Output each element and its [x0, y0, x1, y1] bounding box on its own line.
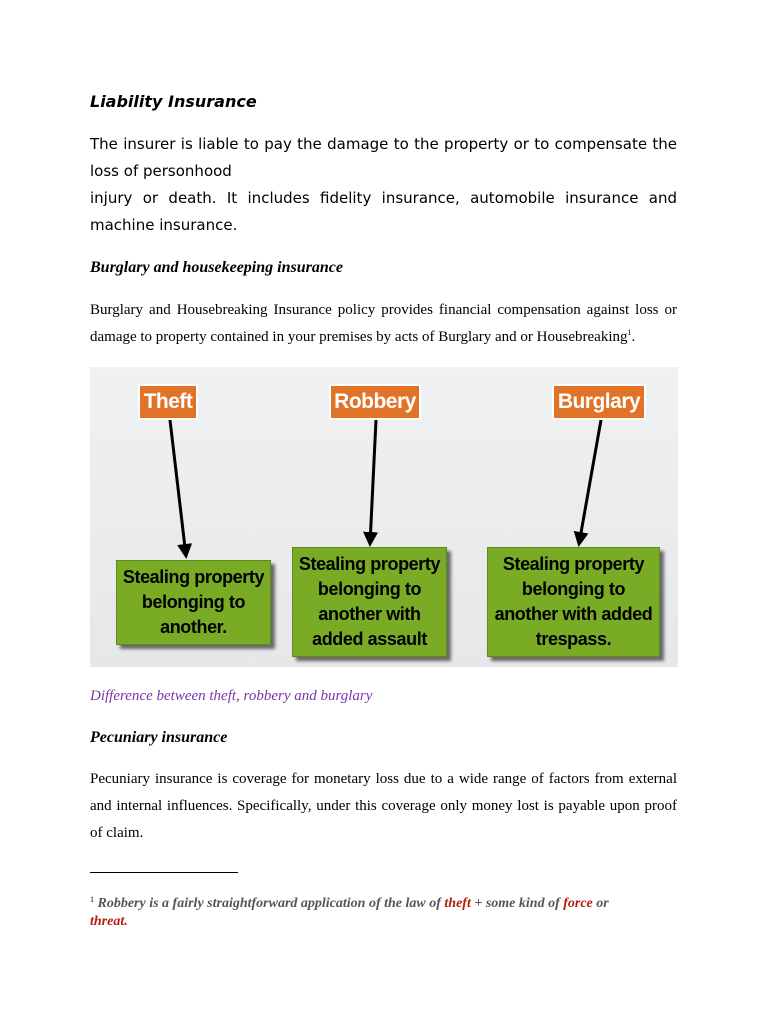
burglary-line-2 [90, 329, 635, 345]
burglary-definition-box [487, 547, 660, 657]
liability-paragraph [90, 131, 677, 239]
theft-label: Theft [138, 384, 198, 420]
burglary-paragraph [90, 297, 677, 351]
box-line: belonging to [521, 579, 626, 599]
liability-line-3: injury or death. It includes fidelity insurance, automobile insurance and [90, 189, 677, 207]
footnote-force: force [563, 896, 593, 911]
robbery-arrow [370, 420, 376, 544]
footnote-theft: theft [444, 896, 471, 911]
theft-arrow [170, 420, 186, 556]
footnote-text: + some kind of [470, 896, 564, 911]
footnote-reference[interactable]: 1 [627, 328, 632, 337]
box-line: belonging to [317, 579, 422, 599]
pecuniary-line-1: Pecuniary insurance is coverage for monetary loss due to a wide range of factors from external [90, 771, 677, 787]
box-line: Stealing property [502, 554, 645, 574]
burglary-line-2-end: . [631, 329, 636, 345]
footnote-text: or [592, 896, 609, 911]
burglary-line-2-text: damage to property contained in your premises by acts of Burglary and or Housebreaking [90, 329, 628, 345]
liability-line-4: machine insurance. [90, 216, 238, 234]
pecuniary-heading: Pecuniary insurance [90, 729, 228, 746]
robbery-label: Robbery [329, 384, 421, 420]
pecuniary-line-3: of claim. [90, 825, 144, 841]
theft-robbery-burglary-diagram [90, 367, 678, 667]
footnote-text: Robbery is a fairly straightforward application of the law of [94, 896, 445, 911]
liability-line-2-word: loss [90, 162, 119, 180]
burglary-arrow [579, 420, 601, 544]
burglary-label: Burglary [552, 384, 646, 420]
burglary-line-1: Burglary and Housebreaking Insurance policy provides financial compensation against loss or [90, 302, 677, 318]
theft-definition-box [116, 560, 271, 645]
liability-insurance-heading: Liability Insurance [90, 92, 257, 111]
liability-line-1: The insurer is liable to pay the damage to the property or to compensate the [90, 135, 677, 153]
liability-line-2-word: personhood [143, 162, 232, 180]
pecuniary-paragraph [90, 766, 677, 847]
box-line: Stealing property [122, 567, 265, 587]
box-line: another with [318, 604, 421, 624]
box-line: Stealing property [298, 554, 441, 574]
figure-caption: Difference between theft, robbery and burglary [90, 688, 373, 704]
box-line: belonging to [141, 592, 246, 612]
box-line: another. [160, 617, 227, 637]
footnote-marker: 1 [90, 895, 94, 904]
box-line: added assault [312, 629, 427, 649]
box-line: another with added [494, 604, 653, 624]
footnote [90, 895, 680, 931]
box-line: trespass. [535, 629, 612, 649]
pecuniary-line-2: and internal influences. Specifically, under this coverage only money lost is payable upon proof [90, 798, 677, 814]
robbery-definition-box [292, 547, 447, 657]
footnote-threat: threat. [90, 914, 128, 929]
footnote-separator [90, 872, 238, 873]
burglary-heading: Burglary and housekeeping insurance [90, 259, 343, 276]
liability-line-2-word: of [123, 162, 139, 180]
liability-line-2 [90, 158, 677, 185]
